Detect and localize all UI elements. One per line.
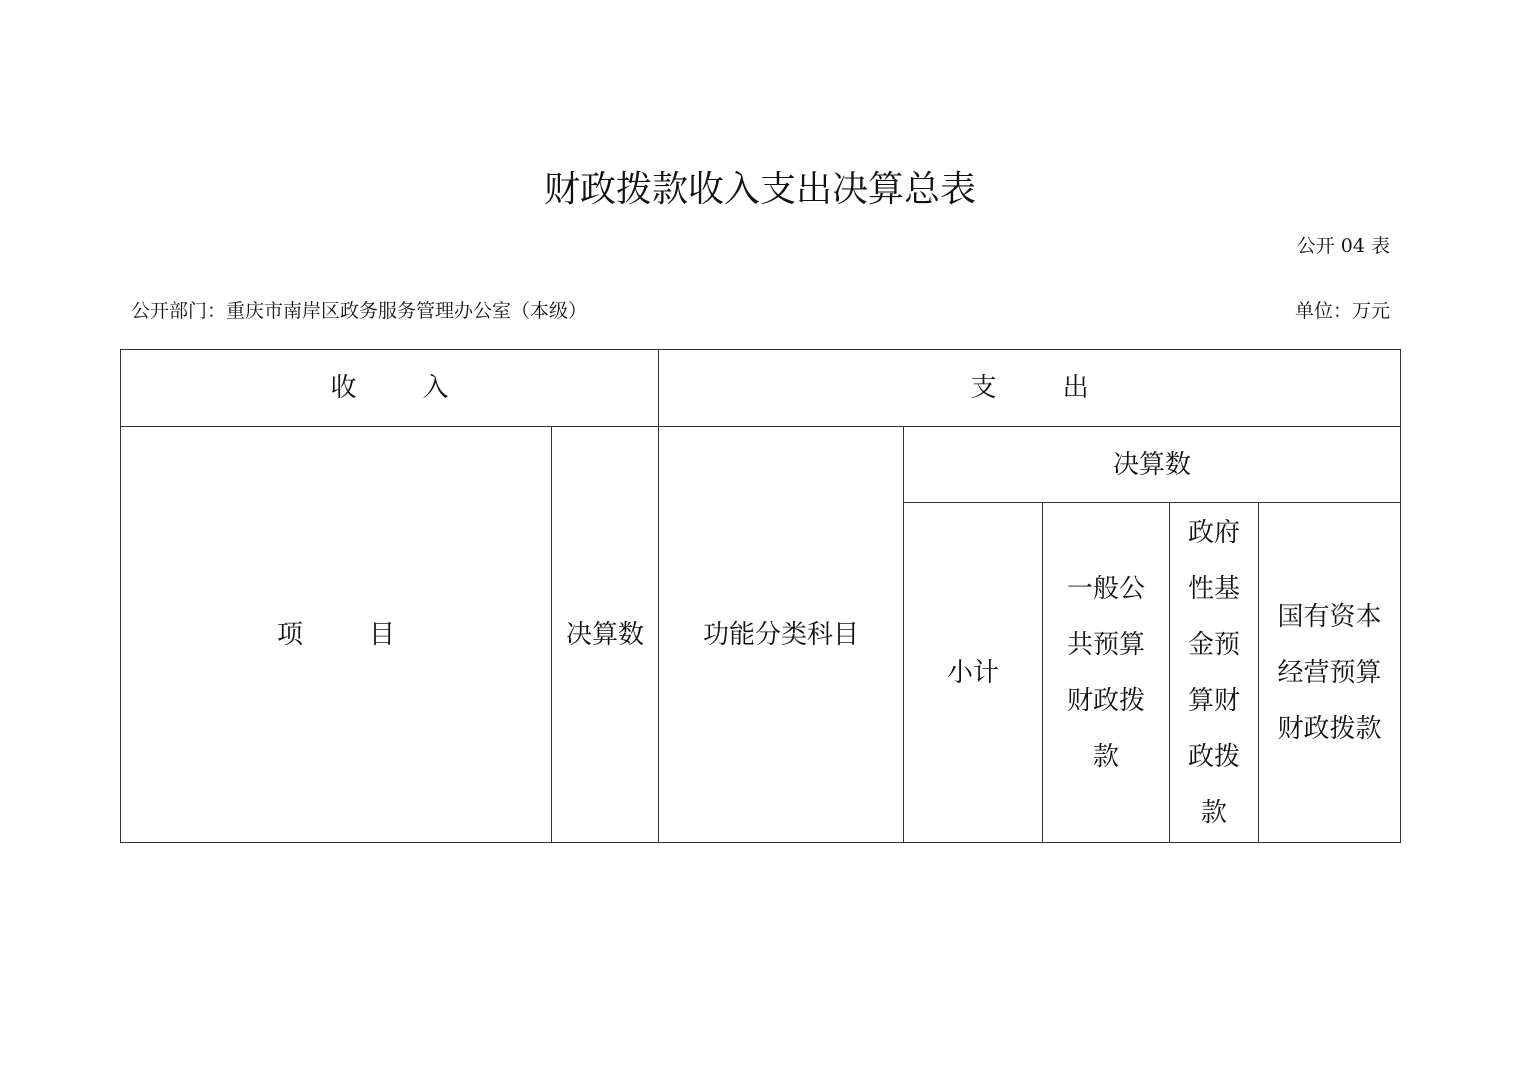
unit-label: 单位：万元 xyxy=(1294,300,1390,322)
page-title: 财政拨款收入支出决算总表 xyxy=(543,169,976,210)
state-capital-header-cell xyxy=(1259,503,1401,843)
income-header: 收 入 xyxy=(330,373,449,403)
function-category-header: 功能分类科目 xyxy=(702,619,859,650)
item-header-cell xyxy=(121,427,552,843)
gov-fund-header: 政府 性基 金预 算财 政拨 款 xyxy=(1187,517,1240,828)
form-number: 公开 04 表 xyxy=(1296,235,1390,257)
general-budget-header: 一般公 共预算 财政拨 款 xyxy=(1066,573,1145,772)
expense-amount-header-cell xyxy=(904,427,1401,503)
state-capital-header: 国有资本 经营预算 财政拨款 xyxy=(1277,601,1382,744)
budget-table xyxy=(120,349,1401,843)
income-header-cell xyxy=(121,350,659,427)
subtotal-header: 小计 xyxy=(946,657,999,688)
function-category-header-cell xyxy=(659,427,904,843)
general-budget-header-cell xyxy=(1043,503,1170,843)
department-label: 公开部门：重庆市南岸区政务服务管理办公室（本级） xyxy=(131,300,588,322)
expense-header-cell xyxy=(659,350,1401,427)
gov-fund-header-cell xyxy=(1170,503,1259,843)
expense-header: 支 出 xyxy=(970,373,1089,403)
subtotal-header-cell xyxy=(904,503,1043,843)
income-amount-header: 决算数 xyxy=(565,619,644,650)
income-amount-header-cell xyxy=(552,427,659,843)
expense-amount-header: 决算数 xyxy=(1113,449,1192,480)
item-header: 项 目 xyxy=(276,619,396,650)
